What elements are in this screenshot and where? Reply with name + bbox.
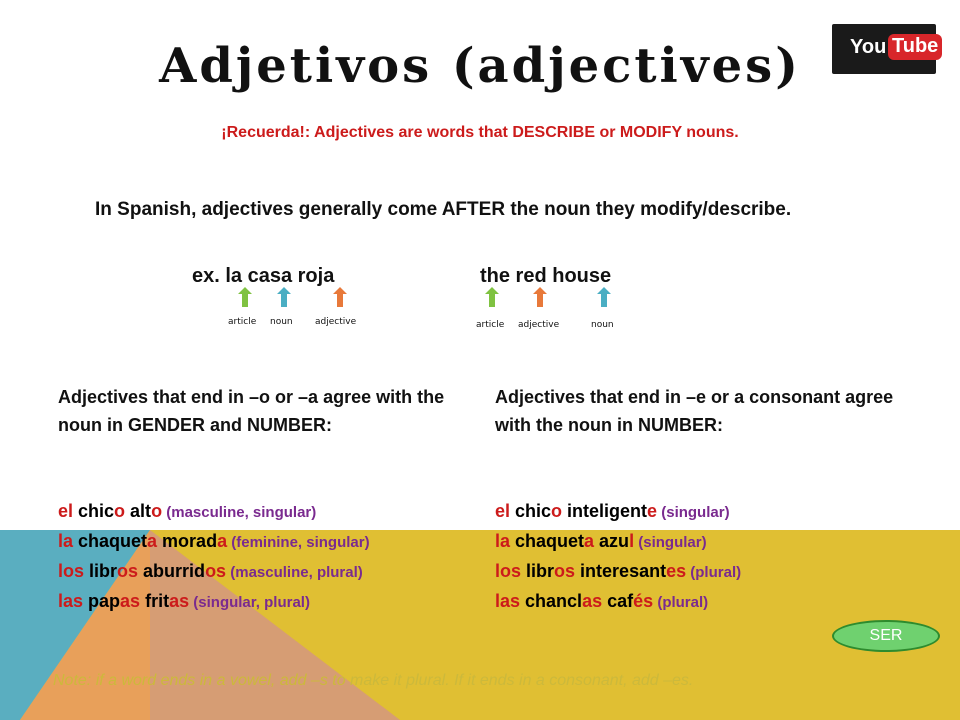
example-fragment: a: [217, 531, 228, 551]
example-fragment: es: [666, 561, 687, 581]
example-note: (singular): [634, 534, 707, 551]
reminder-text: ¡Recuerda!: Adjectives are words that DESCRIBE or MODIFY nouns.: [221, 124, 739, 141]
example-line: [495, 587, 925, 617]
label-article: article: [476, 320, 505, 330]
left-examples: [58, 497, 488, 617]
youtube-logo-you: You: [850, 36, 887, 58]
example-fragment: la: [58, 531, 79, 551]
example-line: [495, 557, 925, 587]
example-fragment: libr: [526, 561, 555, 581]
arrow-up-teal-icon: [597, 287, 611, 307]
left-column-heading: Adjectives that end in –o or –a agree with the noun in GENDER and NUMBER:: [58, 387, 445, 435]
example-note: (masculine, singular): [162, 504, 317, 521]
example-note: (feminine, singular): [227, 534, 370, 551]
example-fragment: alt: [125, 501, 152, 521]
example-fragment: inteligent: [562, 501, 648, 521]
example-line: [58, 587, 488, 617]
example-fragment: os: [117, 561, 139, 581]
intro-text: In Spanish, adjectives generally come AFTER the noun they modify/describe.: [95, 199, 792, 220]
example-spanish: ex. la casa roja: [192, 265, 335, 287]
arrow-up-green-icon: [238, 287, 252, 307]
example-fragment: l: [629, 531, 635, 551]
page-title: Adjetivos (adjectives): [159, 38, 801, 94]
example-fragment: o: [114, 501, 126, 521]
example-fragment: la: [495, 531, 516, 551]
arrow-up-orange-icon: [333, 287, 347, 307]
example-fragment: morad: [157, 531, 218, 551]
example-fragment: frit: [140, 591, 170, 611]
arrow-up-teal-icon: [277, 287, 291, 307]
example-fragment: pap: [88, 591, 121, 611]
right-column-heading: Adjectives that end in –e or a consonant agree with the noun in NUMBER:: [495, 387, 894, 435]
arrow-up-green-icon: [485, 287, 499, 307]
example-note: (singular): [657, 504, 730, 521]
example-fragment: e: [647, 501, 658, 521]
example-fragment: és: [633, 591, 654, 611]
example-fragment: chaquet: [78, 531, 148, 551]
example-fragment: o: [551, 501, 563, 521]
example-fragment: interesant: [575, 561, 667, 581]
example-note: (plural): [686, 564, 742, 581]
plural-note: Note: if a word ends in a vowel, add –s to make it plural. If it ends in a consonant, add –es.: [53, 672, 694, 689]
example-fragment: os: [554, 561, 576, 581]
example-line: [58, 527, 488, 557]
label-article: article: [228, 317, 257, 327]
example-fragment: libr: [89, 561, 118, 581]
example-fragment: chic: [78, 501, 115, 521]
example-fragment: chaquet: [515, 531, 585, 551]
arrow-up-orange-icon: [533, 287, 547, 307]
example-fragment: as: [582, 591, 603, 611]
label-adjective: adjective: [518, 320, 560, 330]
right-examples: [495, 497, 925, 617]
example-fragment: a: [584, 531, 595, 551]
youtube-button[interactable]: [832, 24, 939, 74]
example-fragment: las: [495, 591, 526, 611]
example-english: the red house: [480, 265, 612, 287]
label-noun: noun: [591, 320, 614, 330]
example-fragment: las: [58, 591, 89, 611]
example-fragment: as: [169, 591, 190, 611]
example-fragment: os: [205, 561, 227, 581]
example-note: (singular, plural): [189, 594, 310, 611]
example-fragment: as: [120, 591, 141, 611]
example-line: [495, 497, 925, 527]
example-fragment: chic: [515, 501, 552, 521]
example-line: [58, 497, 488, 527]
example-fragment: los: [495, 561, 527, 581]
label-noun: noun: [270, 317, 293, 327]
example-fragment: o: [151, 501, 163, 521]
example-fragment: los: [58, 561, 90, 581]
example-fragment: caf: [602, 591, 634, 611]
youtube-logo-tube: Tube: [888, 34, 942, 60]
example-line: [58, 557, 488, 587]
example-fragment: el: [58, 501, 79, 521]
label-adjective: adjective: [315, 317, 357, 327]
ser-button[interactable]: SER: [832, 620, 940, 652]
example-line: [495, 527, 925, 557]
example-fragment: a: [147, 531, 158, 551]
example-fragment: chancl: [525, 591, 583, 611]
example-note: (masculine, plural): [226, 564, 363, 581]
example-fragment: aburrid: [138, 561, 206, 581]
example-fragment: el: [495, 501, 516, 521]
example-fragment: azu: [594, 531, 630, 551]
example-note: (plural): [653, 594, 709, 611]
